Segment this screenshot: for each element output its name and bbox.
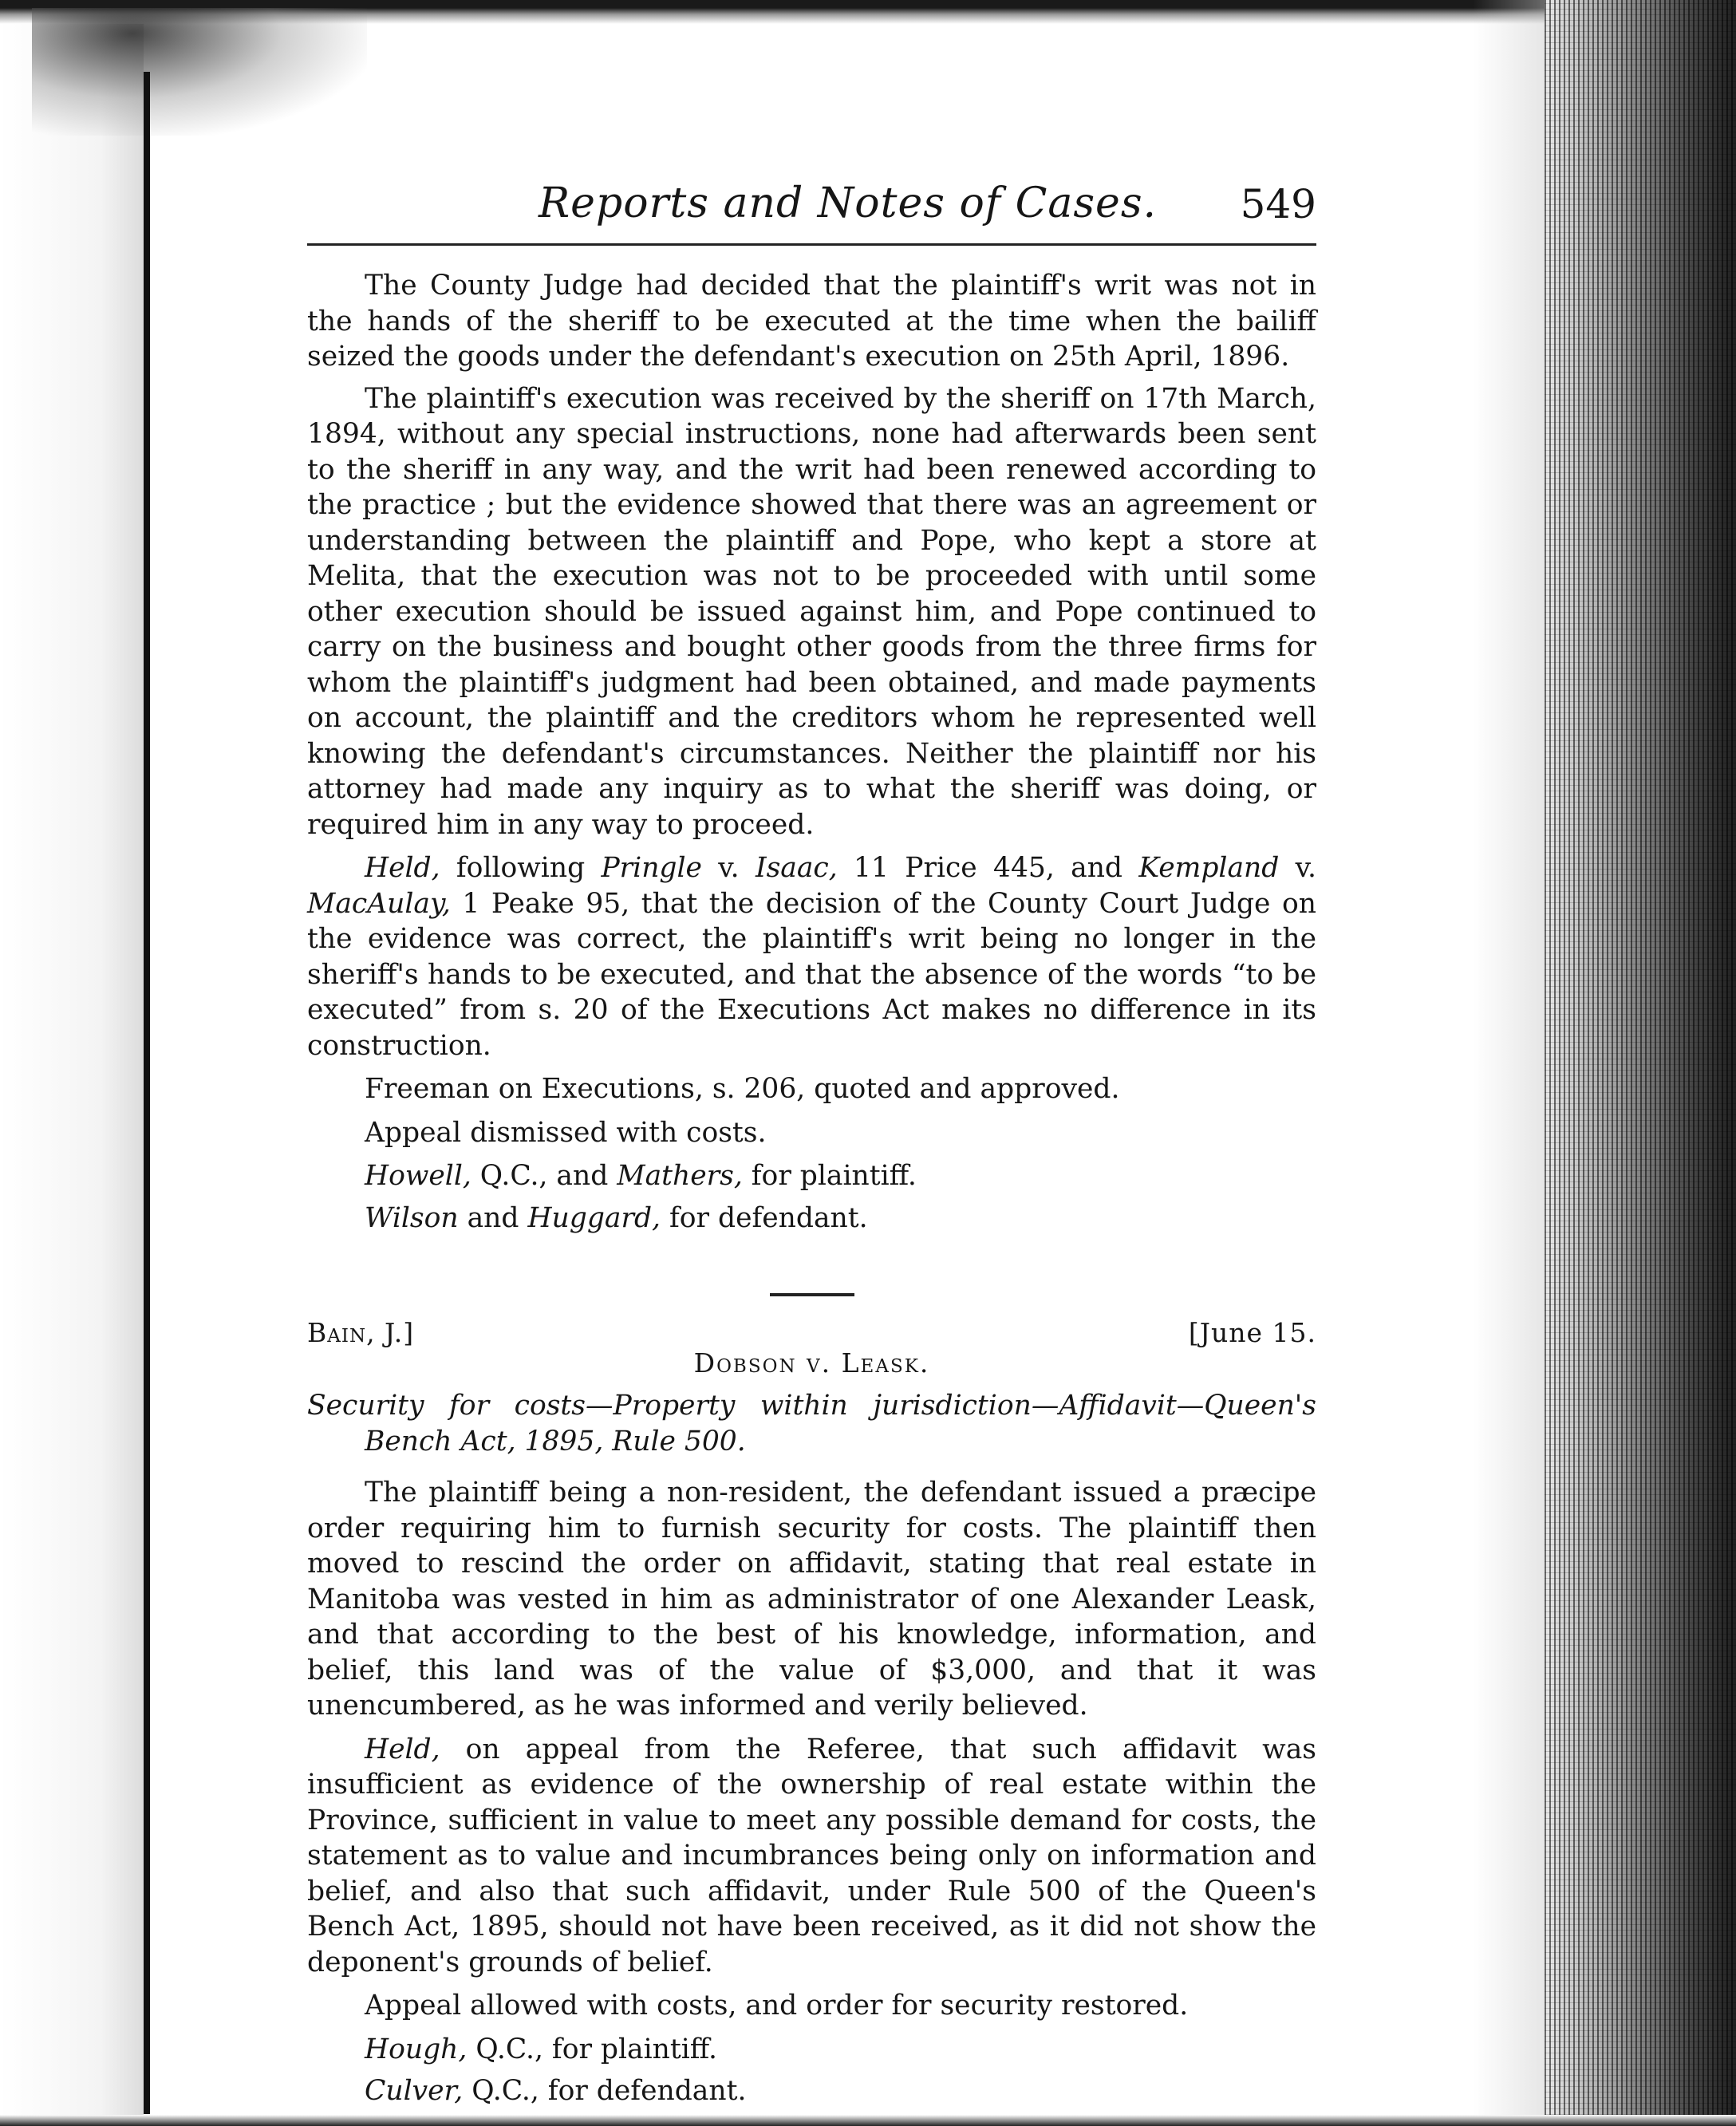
scan-bottom-edge	[0, 2115, 1736, 2126]
case-one-paragraph-2: The plaintiff's execution was received by the sheriff on 17th March, 1894, without any special instructions, none had afterwards been sent to the sheriff in any way, and the writ had been renewed according to the practice ; but the evidence showed that there was an agreement or understanding between the plaintiff and Pope, who kept a store at Melita, that the execution was not to be proceeded with until some other execution should be issued against him, and Pope continued to carry on the business and bought other goods from the three firms for whom the plaintiff's judgment had been obtained, and made payments on account, the plaintiff and the creditors whom he represented well knowing the defendant's circumstances. Neither the plaintiff nor his attorney had made any inquiry as to what the sheriff was doing, or required him in any way to proceed.	[307, 382, 1316, 841]
counsel-text: for plaintiff.	[742, 1160, 917, 1192]
counsel-text: and	[458, 1201, 528, 1234]
case-two-title: Dobson v. Leask.	[693, 1347, 930, 1379]
case-cite-pringle: Pringle	[601, 852, 702, 884]
counsel-name: Mathers,	[617, 1160, 743, 1192]
judge-name: Bain, J.]	[307, 1317, 415, 1348]
section-divider	[770, 1293, 854, 1296]
case-one-counsel-plaintiff	[307, 1158, 1316, 1194]
scan-book-gutter	[1545, 0, 1736, 2126]
page-number: 549	[1240, 181, 1316, 227]
held-word: Held,	[365, 1733, 440, 1765]
held-text: v.	[701, 852, 756, 884]
held-text: v.	[1279, 852, 1317, 884]
held-word: Held,	[365, 852, 440, 884]
counsel-text: Q.C., for defendant.	[463, 2075, 747, 2107]
case-two-paragraph-1: The plaintiff being a non-resident, the defendant issued a præcipe order requiring him to furnish security for costs. The plaintiff then moved to rescind the order on affidavit, stating that real estate in Manitoba was vested in him as administrator of one Alexander Leask, and that according to the best of his knowledge, information, and belief, this land was of the value of $3,000, and that it was unencumbered, as he was informed and verily believed.	[307, 1477, 1316, 1722]
page-spine-line	[144, 72, 150, 2114]
case-two-held	[307, 1732, 1316, 1981]
case-two-header-line	[307, 1317, 1316, 1352]
counsel-text: for defendant.	[661, 1201, 868, 1234]
case-cite-macaulay: MacAulay,	[307, 887, 451, 920]
counsel-name: Howell,	[365, 1160, 471, 1192]
held-text: following	[440, 852, 602, 884]
held-text: 1 Peake 95, that the decision of the County Court Judge on the evidence was correct, the plaintiff's writ being no longer in the sheriff's hands to be executed, and that the absence of the words “to be executed” from s. 20 of the Executions Act makes no difference in its construction.	[307, 887, 1316, 1062]
case-two-disposition: Appeal allowed with costs, and order for security restored.	[365, 1990, 1189, 2021]
running-title: Reports and Notes of Cases.	[539, 179, 1158, 227]
judgment-date: [June 15.	[1188, 1317, 1316, 1348]
case-two-counsel-defendant	[307, 2073, 1316, 2109]
counsel-text: Q.C., for plaintiff.	[467, 2033, 718, 2065]
held-text: 11 Price 445, and	[837, 852, 1139, 884]
held-text: on appeal from the Referee, that such affidavit was insufficient as evidence of the ownership of real estate within the Province, sufficient in value to meet any possible demand for costs, the statement as to value and incumbrances being only on information and belief, and also that such affidavit, under Rule 500 of the Queen's Bench Act, 1895, should not have been received, as it did not show the deponent's grounds of belief.	[307, 1733, 1316, 1978]
case-one-counsel-defendant	[307, 1201, 1316, 1237]
case-two-counsel-plaintiff	[307, 2032, 1316, 2068]
running-head	[307, 179, 1316, 246]
case-one-body	[307, 268, 1316, 1236]
counsel-name: Huggard,	[527, 1201, 661, 1234]
counsel-name: Hough,	[365, 2033, 468, 2065]
counsel-name: Culver,	[365, 2075, 464, 2107]
case-one-paragraph-1: The County Judge had decided that the plaintiff's writ was not in the hands of the sheriff to be executed at the time when the bailiff seized the goods under the defendant's execution on 25th April, 1896.	[307, 270, 1316, 373]
scan-gutter-shadow	[1473, 0, 1545, 2126]
document-page	[307, 179, 1316, 2109]
case-two-headnote: Security for costs—Property within jurisdiction—Affidavit—Queen's Bench Act, 1895, Rule 500.	[307, 1390, 1316, 1457]
case-one-disposition: Appeal dismissed with costs.	[365, 1116, 767, 1149]
freeman-note: Freeman on Executions, s. 206, quoted and approved.	[365, 1073, 1120, 1105]
scan-left-margin	[0, 0, 144, 2126]
case-cite-kempland: Kempland	[1138, 852, 1280, 884]
case-two-body	[307, 1475, 1316, 2109]
counsel-name: Wilson	[365, 1201, 459, 1234]
scan-smudge	[32, 8, 367, 136]
case-one-held	[307, 850, 1316, 1063]
case-cite-isaac: Isaac,	[755, 852, 838, 884]
counsel-text: Q.C., and	[471, 1160, 617, 1192]
